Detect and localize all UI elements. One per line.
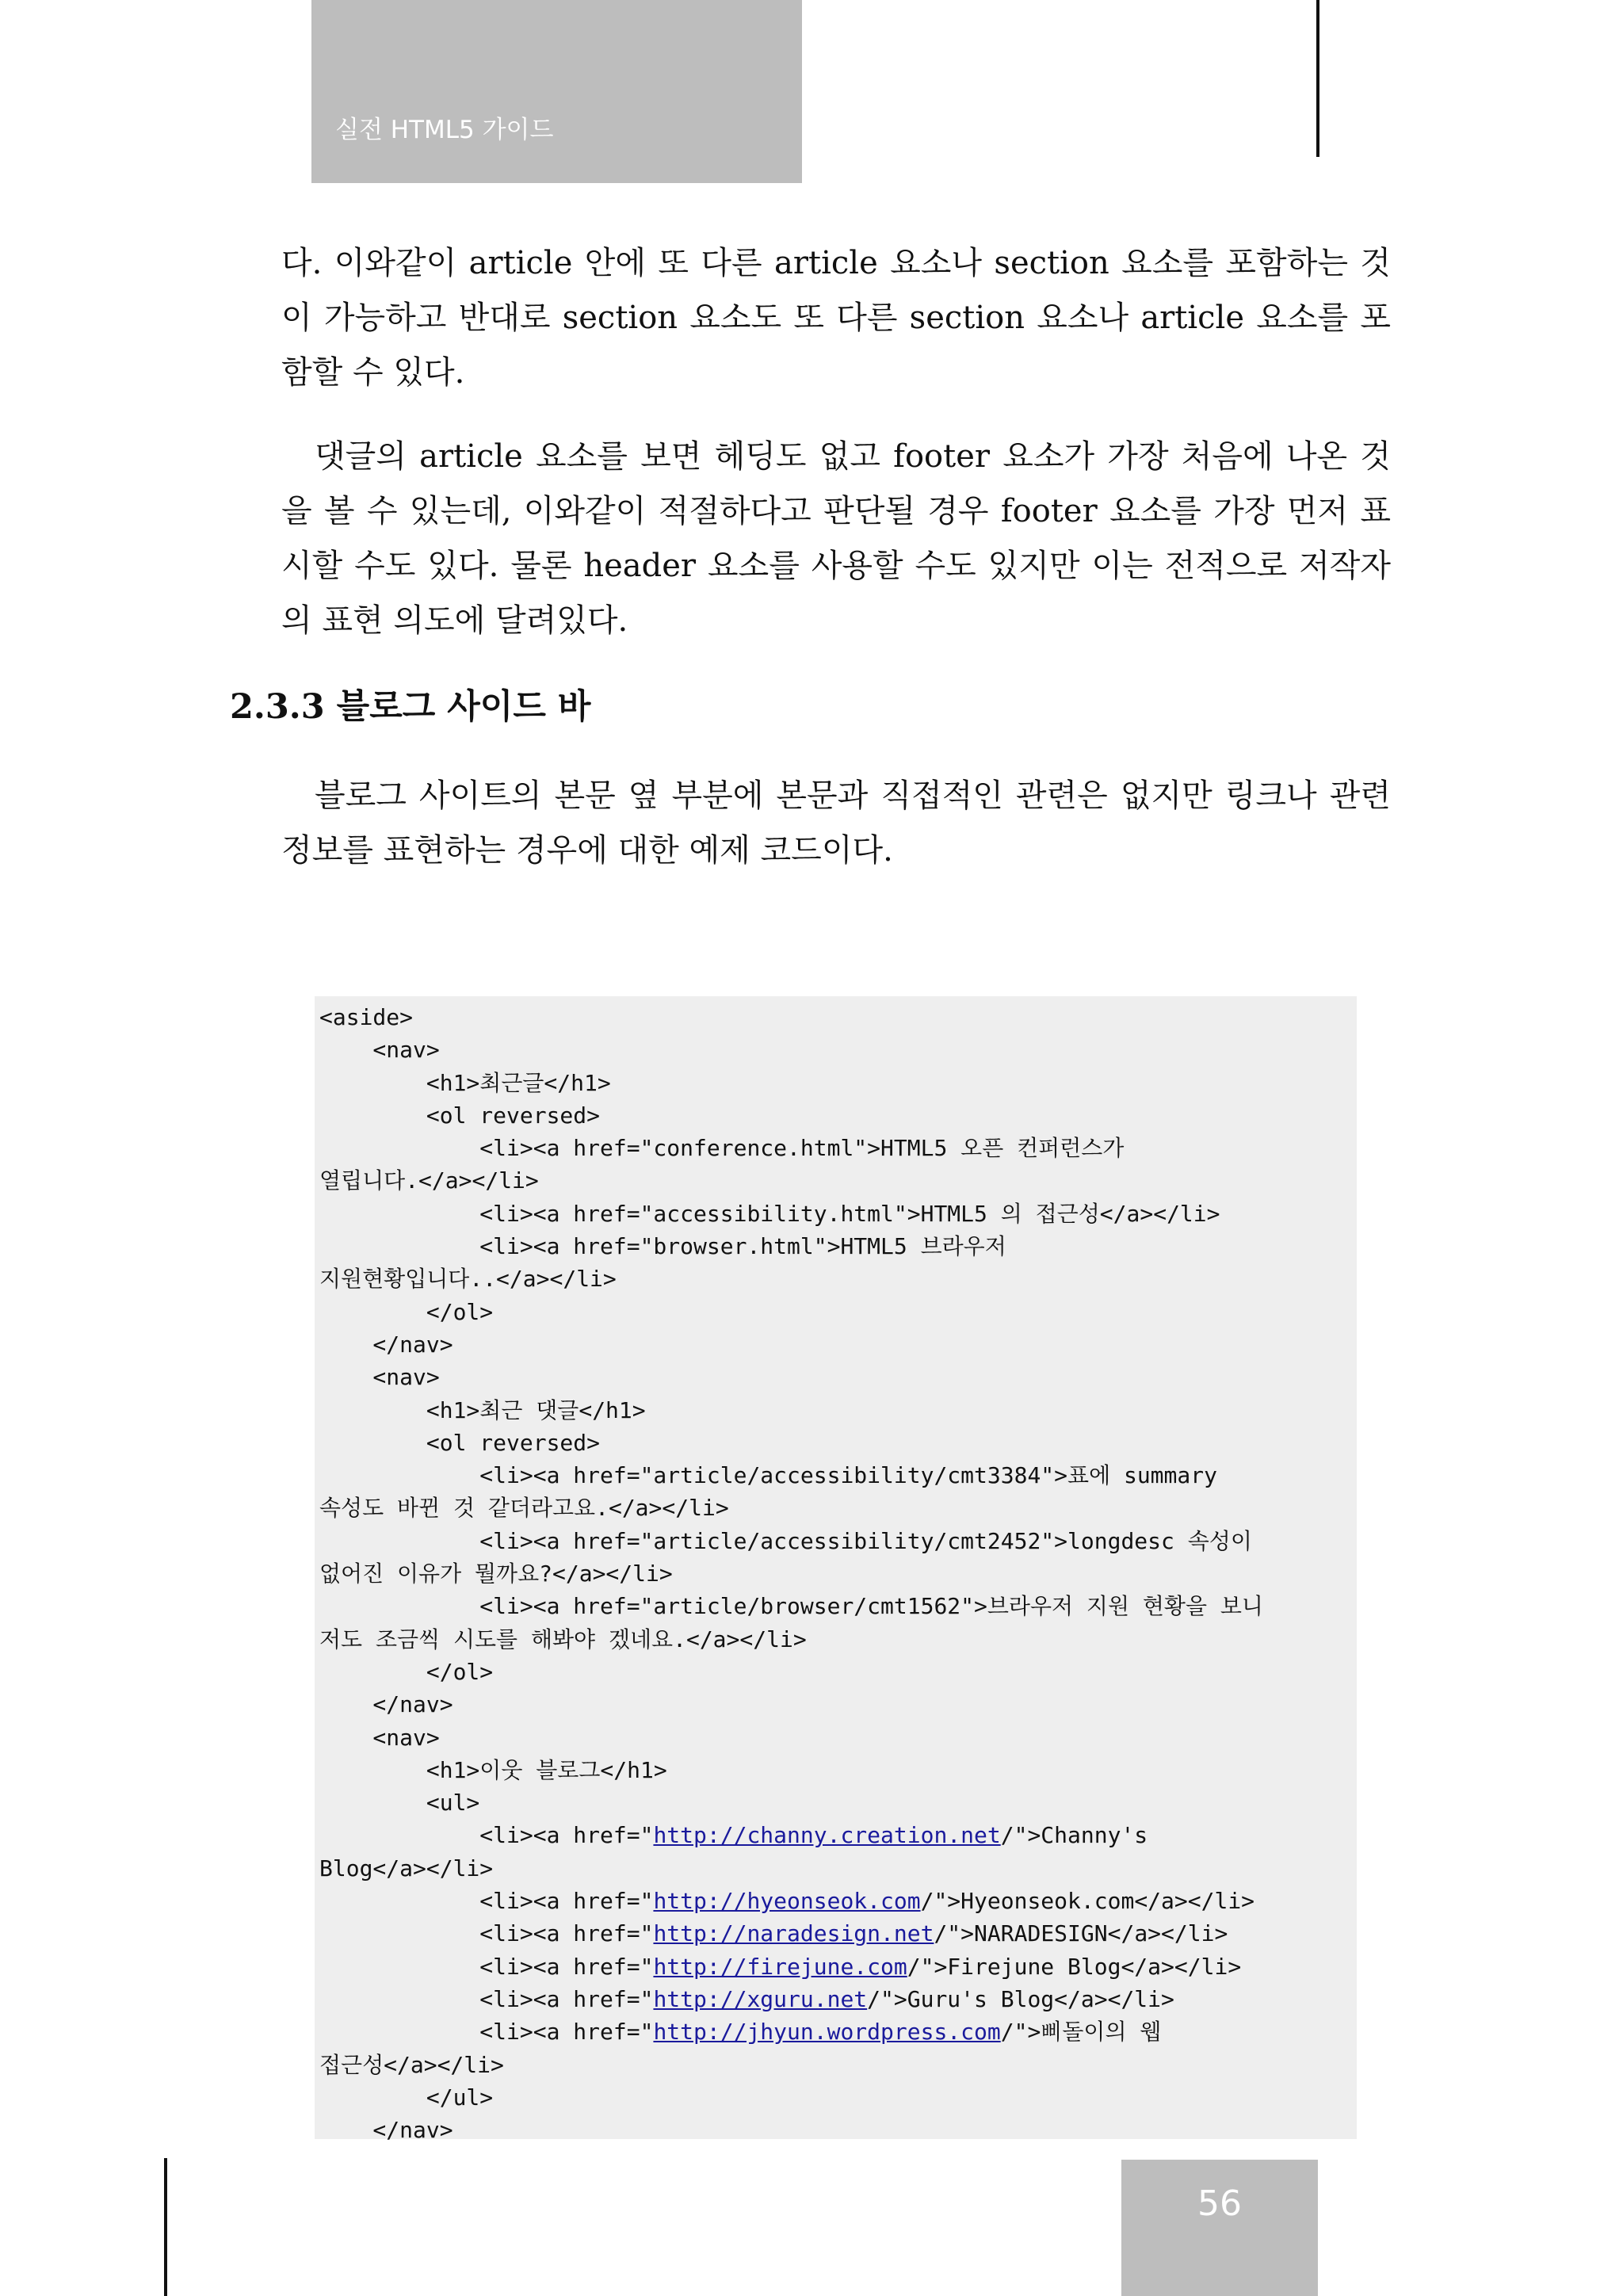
code-line-suffix: /">Guru's Blog</a></li> xyxy=(867,1985,1174,2012)
code-line: 열립니다.</a></li> xyxy=(319,1167,539,1194)
code-line: <aside> xyxy=(319,1004,414,1030)
code-line: <nav> xyxy=(319,1364,440,1391)
link-naradesign[interactable]: http://naradesign.net xyxy=(653,1920,934,1947)
code-line: 저도 조금씩 시도를 해봐야 겠네요.</a></li> xyxy=(319,1626,807,1652)
link-jhyun[interactable]: http://jhyun.wordpress.com xyxy=(653,2019,1001,2046)
paragraph-sidebar-intro: 블로그 사이트의 본문 옆 부분에 본문과 직접적인 관련은 없지만 링크나 관련 정보를 표현하는 경우에 대한 예제 코드이다. xyxy=(281,777,1391,869)
paragraph-continued: 다. 이와같이 article 안에 또 다른 article 요소나 section 요소를 포함하는 것이 가능하고 반대로 section 요소도 또 다른 section 요소나 article 요소를 포함할 수 있다. xyxy=(281,245,1391,391)
code-line-prefix: <li><a href=" xyxy=(319,1953,654,1980)
code-line: <li><a href="article/accessibility/cmt3384">표에 summary xyxy=(319,1462,1217,1489)
code-line: <ol reversed> xyxy=(319,1102,601,1129)
link-hyeonseok[interactable]: http://hyeonseok.com xyxy=(653,1888,921,1915)
code-line: <li><a href="article/browser/cmt1562">브라우저 지원 현황을 보니 xyxy=(319,1593,1263,1620)
code-line: 지원현황입니다..</a></li> xyxy=(319,1266,617,1293)
code-line: <li><a href="conference.html">HTML5 오픈 컨퍼런스가 xyxy=(319,1135,1125,1162)
code-line: <li><a href="article/accessibility/cmt2452">longdesc 속성이 xyxy=(319,1527,1252,1554)
code-line: 없어진 이유가 뭘까요?</a></li> xyxy=(319,1561,673,1587)
code-line: <nav> xyxy=(319,1037,440,1064)
paragraph-comment-article: 댓글의 article 요소를 보면 헤딩도 없고 footer 요소가 가장 처음에 나온 것을 볼 수 있는데, 이와같이 적절하다고 판단될 경우 footer 요소를 가장 먼저 표시할 수도 있다. 물론 header 요소를 사용할 수도 있지만 이는 전적으로 저작자의 표현 의도에 달려있다. xyxy=(281,438,1391,639)
bottom-rule xyxy=(164,2158,167,2296)
code-line-suffix: /">삐돌이의 웹 xyxy=(1000,2019,1162,2046)
code-line-prefix: <li><a href=" xyxy=(319,1985,654,2012)
code-line: </nav> xyxy=(319,1331,453,1358)
code-line: 접근성</a></li> xyxy=(319,2051,504,2078)
top-rule xyxy=(1316,0,1319,157)
code-line-prefix: <li><a href=" xyxy=(319,1888,654,1915)
page-number: 56 xyxy=(1197,2183,1242,2224)
code-line: <h1>최근 댓글</h1> xyxy=(319,1396,646,1423)
code-line: </ol> xyxy=(319,1298,494,1325)
code-line: </ul> xyxy=(319,2084,494,2111)
code-line: <h1>최근글</h1> xyxy=(319,1069,611,1096)
page-number-box xyxy=(1121,2160,1318,2296)
code-line: <ul> xyxy=(319,1790,480,1817)
code-line: <li><a href="browser.html">HTML5 브라우저 xyxy=(319,1233,1006,1260)
link-firejune[interactable]: http://firejune.com xyxy=(653,1953,907,1980)
code-line-suffix: /">Channy's xyxy=(1000,1822,1148,1849)
code-block xyxy=(319,1001,1263,2146)
link-channy[interactable]: http://channy.creation.net xyxy=(653,1822,1001,1849)
code-line: <h1>이웃 블로그</h1> xyxy=(319,1756,667,1783)
section-heading: 2.3.3 블로그 사이드 바 xyxy=(230,687,591,727)
code-line: <ol reversed> xyxy=(319,1429,601,1456)
link-xguru[interactable]: http://xguru.net xyxy=(653,1985,868,2012)
code-line-suffix: /">Firejune Blog</a></li> xyxy=(907,1953,1242,1980)
code-line: <nav> xyxy=(319,1724,440,1751)
code-line-suffix: /">Hyeonseok.com</a></li> xyxy=(920,1888,1255,1915)
code-line-prefix: <li><a href=" xyxy=(319,1920,654,1947)
code-line: <li><a href="accessibility.html">HTML5 의 접근성</a></li> xyxy=(319,1200,1220,1227)
code-line: </ol> xyxy=(319,1658,494,1685)
code-line-suffix: /">NARADESIGN</a></li> xyxy=(934,1920,1228,1947)
running-header-title: 실전 HTML5 가이드 xyxy=(335,116,554,144)
code-line-prefix: <li><a href=" xyxy=(319,1822,654,1849)
running-header xyxy=(311,0,802,183)
code-listing xyxy=(315,996,1357,2144)
code-line: Blog</a></li> xyxy=(319,1855,494,1881)
code-line-prefix: <li><a href=" xyxy=(319,2019,654,2046)
code-line: </nav> xyxy=(319,2117,453,2144)
code-line: 속성도 바뀐 것 같더라고요.</a></li> xyxy=(319,1495,729,1522)
code-line: </nav> xyxy=(319,1691,453,1718)
